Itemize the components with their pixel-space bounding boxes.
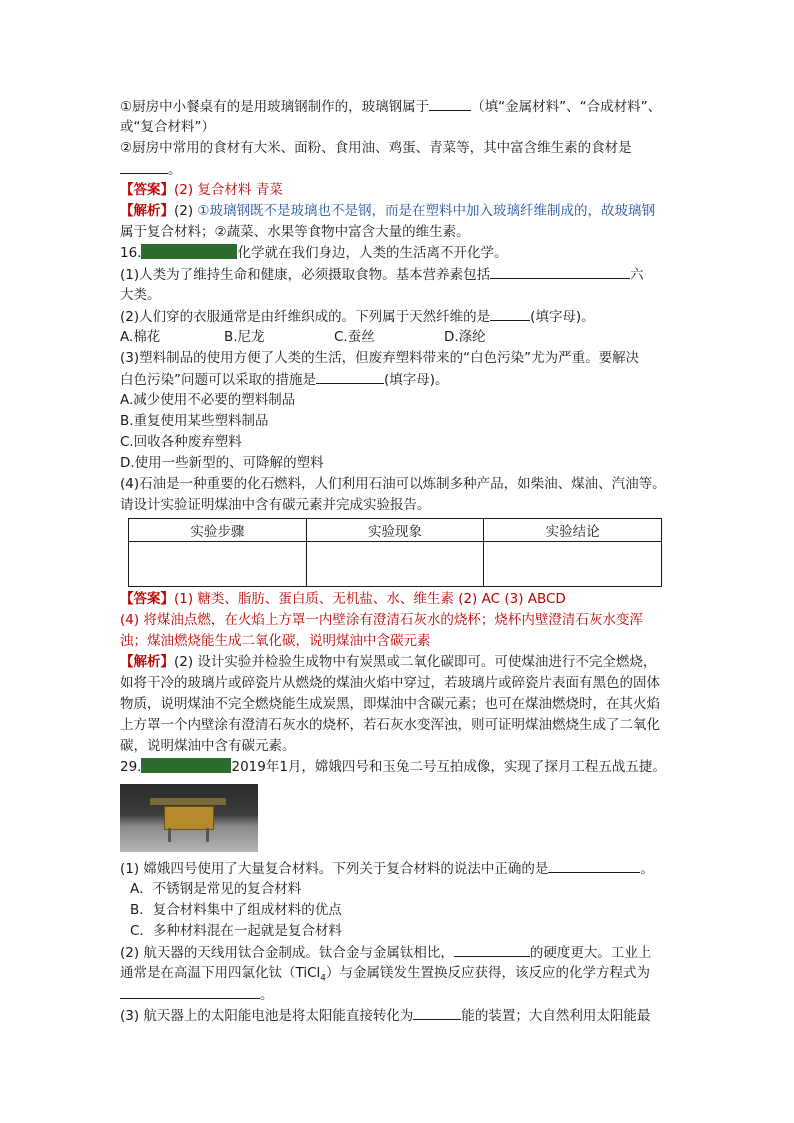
q15-analysis-1: 【解析】(2) ①玻璃钢既不是玻璃也不是钢，而是在塑料中加入玻璃纤维制成的，故玻璃钢 <box>120 203 656 219</box>
lander-leg-shape <box>168 828 171 842</box>
option: C.蚕丝 <box>334 329 375 345</box>
solar-panel-shape <box>150 798 226 805</box>
q16-analysis-3: 物质，说明煤油不完全燃烧能生成炭黑，即煤油中含碳元素；也可在煤油燃烧时，在其火焰 <box>120 696 660 712</box>
table-cell[interactable] <box>484 542 662 587</box>
answer-blank[interactable] <box>413 1005 461 1020</box>
answer-blank[interactable] <box>429 96 471 111</box>
q16-option3-b: B.重复使用某些塑料制品 <box>120 413 269 429</box>
table-row <box>129 542 662 587</box>
q16-analysis-5: 碳，说明煤油中含有碳元素。 <box>120 738 296 754</box>
table-cell[interactable] <box>306 542 484 587</box>
table-header: 实验步骤 <box>129 519 307 542</box>
q29-part2-line2: 通常是在高温下用四氯化钛（TiCl$_4$）与金属镁发生置换反应获得，该反应的化学方程式为 <box>120 965 650 984</box>
q29-part3: (3) 航天器上的太阳能电池是将太阳能直接转化为 能的装置；大自然利用太阳能最 <box>120 1005 680 1026</box>
q15-line1: ①厨房中小餐桌有的是用玻璃钢制作的，玻璃钢属于 （填“金属材料”、“合成材料”、 <box>120 96 680 117</box>
answer-blank[interactable] <box>120 984 260 999</box>
q29-part2-line1: (2) 航天器的天线用钛合金制成。钛合金与金属钛相比， 的硬度更大。工业上 <box>120 942 680 963</box>
answer-blank[interactable] <box>490 306 530 321</box>
q15-answer: 【答案】(2) 复合材料 青菜 <box>120 182 283 198</box>
option: B.尼龙 <box>224 329 265 345</box>
q16-part3-line2: 白色污染”问题可以采取的措施是 (填字母)。 <box>120 369 680 390</box>
q16-part1: (1)人类为了维持生命和健康，必须摄取食物。基本营养素包括 六 <box>120 264 680 285</box>
q29-option-a: A．不锈钢是常见的复合材料 <box>130 881 302 897</box>
answer-blank[interactable] <box>490 264 630 279</box>
table-header-row <box>129 519 662 542</box>
redaction-mark <box>141 758 231 773</box>
lander-body-shape <box>164 806 214 830</box>
document-page <box>120 96 680 1026</box>
q16-answer-3: 浊；煤油燃烧能生成二氧化碳，说明煤油中含碳元素 <box>120 633 431 649</box>
q16-part2: (2)人们穿的衣服通常是由纤维织成的。下列属于天然纤维的是 (填字母)。 <box>120 306 680 327</box>
q16-option3-a: A.减少使用不必要的塑料制品 <box>120 392 296 408</box>
q16-analysis-2: 如将干冷的玻璃片或碎瓷片从燃烧的煤油火焰中穿过，若玻璃片或碎瓷片表面有黑色的固体 <box>120 675 660 691</box>
q16-analysis-1: 【解析】(2) 设计实验并检验生成物中有炭黑或二氧化碳即可。可使煤油进行不完全燃烧， <box>120 654 657 670</box>
redaction-mark <box>141 244 237 259</box>
q16-option3-d: D.使用一些新型的、可降解的塑料 <box>120 455 324 471</box>
q16-part4-line2: 请设计实验证明煤油中含有碳元素并完成实验报告。 <box>120 497 431 513</box>
q16-answer-2: (4) 将煤油点燃，在火焰上方罩一内壁涂有澄清石灰水的烧杯；烧杯内壁澄清石灰水变浑 <box>120 612 643 628</box>
q16-analysis-4: 上方罩一个内壁涂有澄清石灰水的烧杯，若石灰水变浑浊，则可证明煤油燃烧生成了二氧化 <box>120 717 660 733</box>
answer-blank[interactable] <box>454 942 530 957</box>
table-header: 实验结论 <box>484 519 662 542</box>
option: D.涤纶 <box>444 329 486 345</box>
q29-part2-line3: 。 <box>120 984 680 1005</box>
option: A.棉花 <box>120 329 161 345</box>
q16-answer-1: 【答案】(1) 糖类、脂肪、蛋白质、无机盐、水、维生素 (2) AC (3) ABCD <box>120 591 566 607</box>
answer-blank[interactable] <box>120 159 168 174</box>
q29-part1: (1) 嫦娥四号使用了大量复合材料。下列关于复合材料的说法中正确的是 。 <box>120 858 680 879</box>
table-header: 实验现象 <box>306 519 484 542</box>
q15-line4: 。 <box>120 159 680 180</box>
q29-intro: 29. 2019年1月，嫦娥四号和玉兔二号互拍成像，实现了探月工程五战五捷。 <box>120 759 666 775</box>
q15-line2: 或“复合材料”） <box>120 119 215 135</box>
lunar-lander-photo <box>120 784 258 852</box>
lander-leg-shape <box>206 828 209 842</box>
q16-options2 <box>120 327 680 348</box>
q15-line3: ②厨房中常用的食材有大米、面粉、食用油、鸡蛋、青菜等，其中富含维生素的食材是 <box>120 140 632 156</box>
q16-part3-line1: (3)塑料制品的使用方便了人类的生活，但废弃塑料带来的“白色污染”尤为严重。要解决 <box>120 350 640 366</box>
table-cell[interactable] <box>129 542 307 587</box>
q16-part1-end: 大类。 <box>120 287 161 303</box>
q16-intro: 16. 化学就在我们身边，人类的生活离不开化学。 <box>120 245 508 261</box>
q29-option-b: B．复合材料集中了组成材料的优点 <box>130 902 342 918</box>
q16-option3-c: C.回收各种废弃塑料 <box>120 434 242 450</box>
answer-blank[interactable] <box>548 858 640 873</box>
q15-analysis-2: 属于复合材料；②蔬菜、水果等食物中富含大量的维生素。 <box>120 224 470 240</box>
q29-option-c: C．多种材料混在一起就是复合材料 <box>130 923 342 939</box>
q16-part4-line1: (4)石油是一种重要的化石燃料，人们利用石油可以炼制多种产品，如柴油、煤油、汽油等。 <box>120 476 666 492</box>
experiment-report-table <box>128 518 662 587</box>
answer-blank[interactable] <box>316 369 384 384</box>
